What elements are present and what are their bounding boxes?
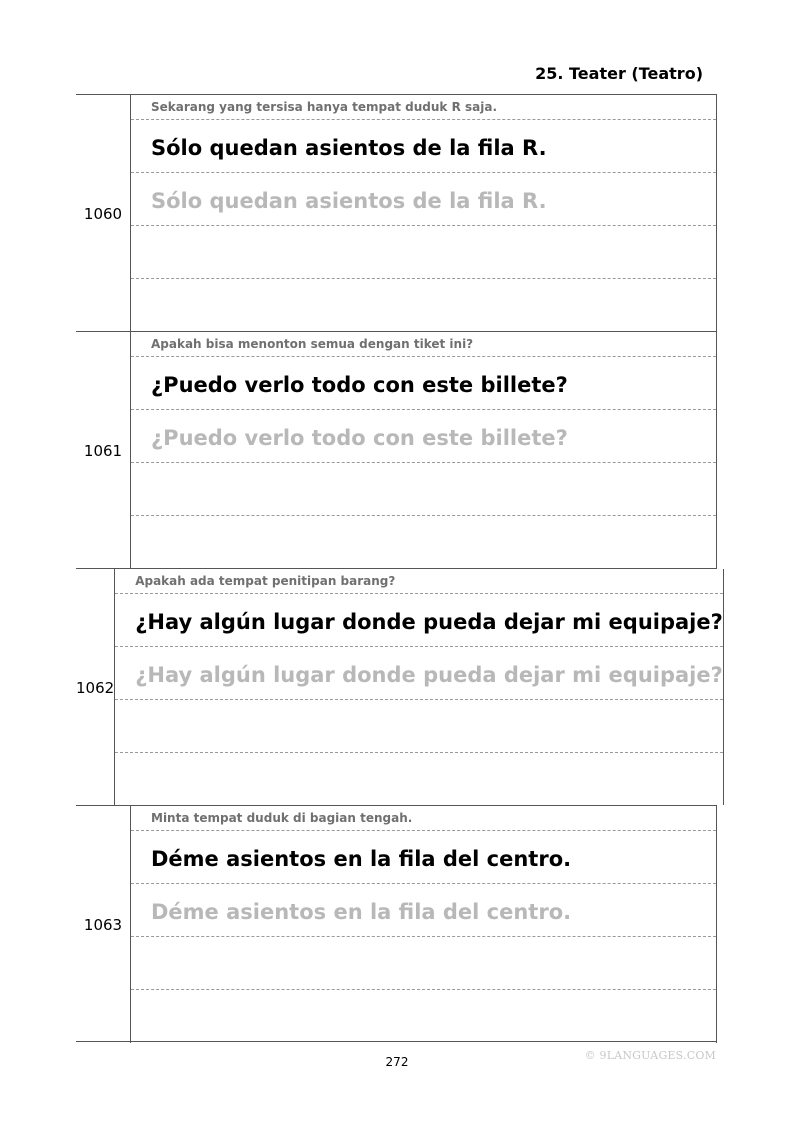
entry-number: 1061	[76, 332, 131, 568]
blank-writing-line	[131, 226, 716, 279]
blank-writing-line	[131, 463, 716, 516]
blank-writing-line	[115, 700, 723, 753]
entry-number: 1062	[76, 569, 115, 805]
model-sentence: Déme asientos en la fila del centro.	[131, 831, 716, 884]
entry-1060	[76, 95, 717, 332]
entry-lines	[131, 95, 717, 331]
entry-1063	[76, 806, 717, 1043]
entry-lines	[115, 569, 724, 805]
blank-writing-line	[131, 990, 716, 1043]
trace-sentence: Déme asientos en la fila del centro.	[131, 884, 716, 937]
entry-number: 1060	[76, 95, 131, 331]
model-sentence: Sólo quedan asientos de la fila R.	[131, 120, 716, 173]
translation-hint: Sekarang yang tersisa hanya tempat duduk R saja.	[131, 95, 716, 120]
entry-1062	[76, 569, 723, 806]
page-number: 272	[385, 1055, 409, 1069]
model-sentence: ¿Hay algún lugar donde pueda dejar mi equipaje?	[115, 594, 723, 647]
translation-hint: Minta tempat duduk di bagian tengah.	[131, 806, 716, 831]
watermark: © 9LANGUAGES.COM	[584, 1049, 716, 1062]
entry-1061	[76, 332, 717, 569]
entry-lines	[131, 806, 717, 1043]
trace-sentence: ¿Hay algún lugar donde pueda dejar mi equipaje?	[115, 647, 723, 700]
entry-lines	[131, 332, 717, 568]
blank-writing-line	[131, 937, 716, 990]
model-sentence: ¿Puedo verlo todo con este billete?	[131, 357, 716, 410]
blank-writing-line	[131, 516, 716, 569]
translation-hint: Apakah bisa menonton semua dengan tiket ini?	[131, 332, 716, 357]
trace-sentence: Sólo quedan asientos de la fila R.	[131, 173, 716, 226]
page-title: 25. Teater (Teatro)	[535, 64, 703, 83]
practice-table	[76, 94, 723, 1042]
blank-writing-line	[131, 279, 716, 332]
blank-writing-line	[115, 753, 723, 806]
trace-sentence: ¿Puedo verlo todo con este billete?	[131, 410, 716, 463]
translation-hint: Apakah ada tempat penitipan barang?	[115, 569, 723, 594]
entry-number: 1063	[76, 806, 131, 1043]
